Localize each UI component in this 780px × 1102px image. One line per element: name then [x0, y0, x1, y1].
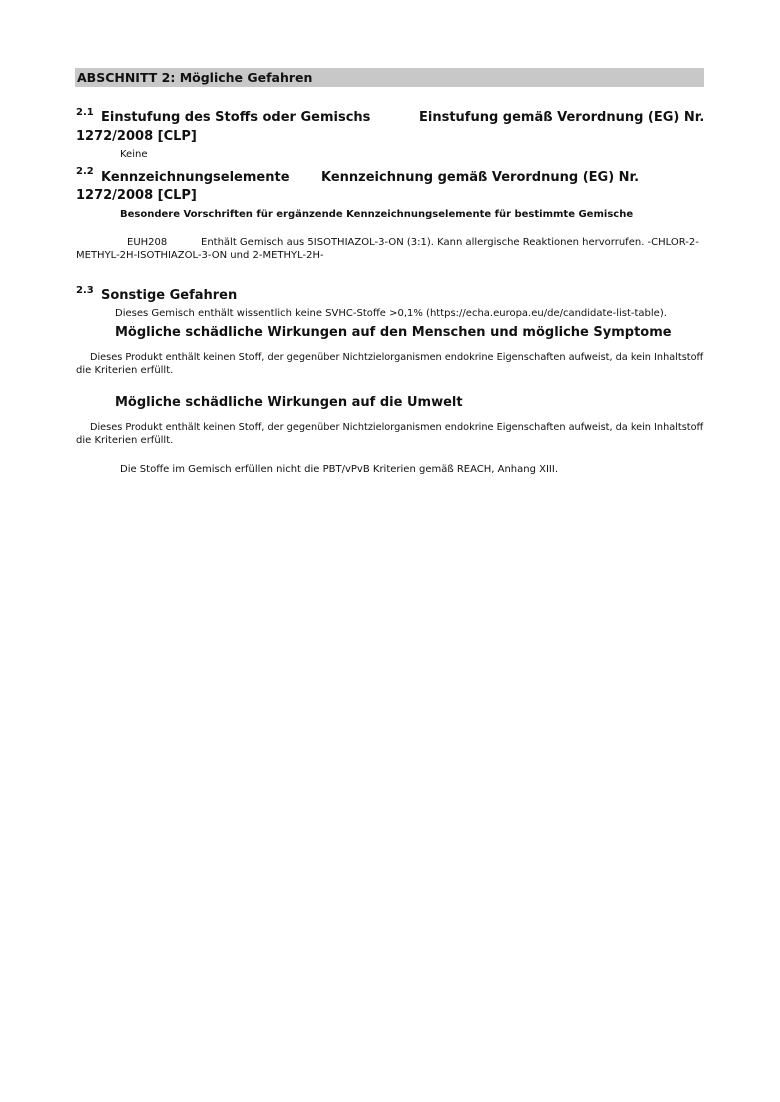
section-2-3-number: 2.3: [76, 285, 94, 296]
euh-statement: Enthält Gemisch aus 5ISOTHIAZOL-3-ON (3:1). Kann allergische Reaktionen hervorrufen. -CHLOR-2-: [201, 237, 699, 248]
section-2-3-heading: Sonstige Gefahren: [101, 288, 238, 303]
section-2-1-number: 2.1: [76, 107, 94, 118]
human-effects-text: Dieses Produkt enthält keinen Stoff, der gegenüber Nichtzielorganismen endokrine Eigenschaften aufweist, da kein Inhaltstoff: [90, 352, 704, 363]
environment-effects-text-cont: die Kriterien erfüllt.: [76, 435, 174, 446]
pbt-statement: Die Stoffe im Gemisch erfüllen nicht die PBT/vPvB Kriterien gemäß REACH, Anhang XIII.: [120, 464, 558, 475]
section-2-2-number: 2.2: [76, 166, 94, 177]
human-effects-text-cont: die Kriterien erfüllt.: [76, 365, 174, 376]
section-2-1-regulation: Einstufung gemäß Verordnung (EG) Nr.: [419, 110, 705, 125]
section-2-2-regulation-cont: 1272/2008 [CLP]: [76, 188, 197, 203]
svhc-statement: Dieses Gemisch enthält wissentlich keine SVHC-Stoffe >0,1% (https://echa.europa.eu/de/candidate-list-table).: [115, 308, 667, 319]
environment-effects-text: Dieses Produkt enthält keinen Stoff, der gegenüber Nichtzielorganismen endokrine Eigenschaften aufweist, da kein Inhaltstoff: [90, 422, 704, 433]
section-2-1-value: Keine: [120, 149, 148, 160]
environment-effects-heading: Mögliche schädliche Wirkungen auf die Umwelt: [115, 395, 463, 410]
section-2-2-heading: Kennzeichnungselemente: [101, 170, 290, 185]
section-2-1-regulation-cont: 1272/2008 [CLP]: [76, 129, 197, 144]
euh-code: EUH208: [127, 237, 168, 248]
section-header-bar: [75, 68, 704, 87]
section-2-2-regulation: Kennzeichnung gemäß Verordnung (EG) Nr.: [321, 170, 640, 185]
human-effects-heading: Mögliche schädliche Wirkungen auf den Menschen und mögliche Symptome: [115, 325, 672, 340]
section-2-1-heading: Einstufung des Stoffs oder Gemischs: [101, 110, 371, 125]
euh-statement-cont: METHYL-2H-ISOTHIAZOL-3-ON und 2-METHYL-2H-: [76, 250, 324, 261]
special-rules-heading: Besondere Vorschriften für ergänzende Kennzeichnungselemente für bestimmte Gemische: [120, 209, 634, 220]
section-title: ABSCHNITT 2: Mögliche Gefahren: [77, 70, 313, 85]
